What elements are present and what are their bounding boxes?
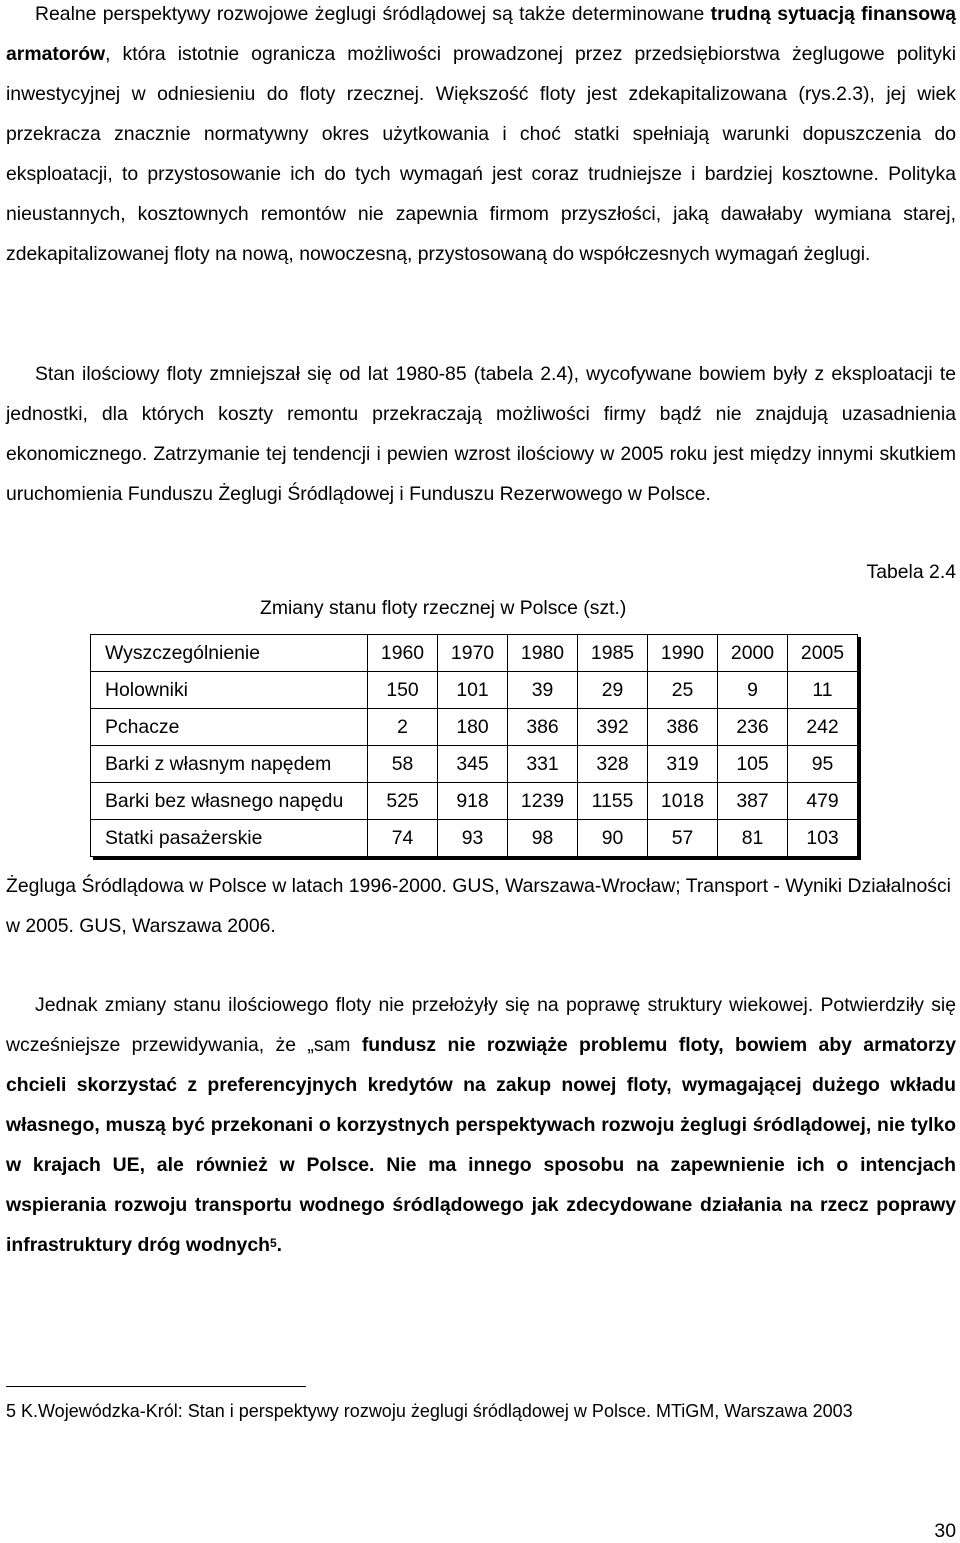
- table-header-cell: 2000: [718, 635, 788, 672]
- table-cell: 319: [648, 746, 718, 783]
- table-cell: 1018: [648, 783, 718, 820]
- table-row-label: Statki pasażerskie: [91, 820, 368, 857]
- footnote-divider: [6, 1386, 306, 1387]
- table-header-cell: 1960: [368, 635, 438, 672]
- table-row-label: Pchacze: [91, 709, 368, 746]
- table-cell: 328: [578, 746, 648, 783]
- page-number: 30: [934, 1520, 956, 1542]
- table-cell: 387: [718, 783, 788, 820]
- table-cell: 29: [578, 672, 648, 709]
- table-header-cell: 1980: [508, 635, 578, 672]
- table-source: Żegluga Śródlądowa w Polsce w latach 1996-2000. GUS, Warszawa-Wrocław; Transport - Wyniki Działalności w 2005. GUS, Warszawa 2006.: [6, 875, 951, 937]
- footnote-ref[interactable]: 5: [269, 1236, 277, 1250]
- para1-text-a: Realne perspektywy rozwojowe żeglugi śródlądowej są także determinowane: [35, 3, 711, 25]
- table-cell: 180: [438, 709, 508, 746]
- table-cell: 93: [438, 820, 508, 857]
- table-cell: 331: [508, 746, 578, 783]
- table-cell: 58: [368, 746, 438, 783]
- table-cell: 2: [368, 709, 438, 746]
- table-cell: 101: [438, 672, 508, 709]
- table-caption: Zmiany stanu floty rzecznej w Polsce (szt.): [260, 597, 627, 619]
- table-cell: 57: [648, 820, 718, 857]
- table-cell: 479: [788, 783, 858, 820]
- table-cell: 81: [718, 820, 788, 857]
- table-row: [91, 820, 858, 857]
- table-header-cell: 1990: [648, 635, 718, 672]
- paragraph-fleet-quantity: Stan ilościowy floty zmniejszał się od lat 1980-85 (tabela 2.4), wycofywane bowiem były z eksploatacji te jednostki, dla których koszty remontu przekraczają możliwości firmy bądź nie znajdują uzasadnienia ekonomicznego. Zatrzymanie tej tendencji i pewien wzrost ilościowy w 2005 roku jest między innymi skutkiem uruchomienia Funduszu Żeglugi Śródlądowej i Funduszu Rezerwowego w Polsce.: [6, 363, 956, 505]
- para3-text: Jednak zmiany stanu ilościowego floty nie przełożyły się na poprawę struktury wiekowej. Potwierdziły się wcześniejsze przewidywania, że „sam: [6, 994, 956, 1056]
- table-row: [91, 709, 858, 746]
- table-label: Tabela 2.4: [866, 561, 956, 583]
- para1-fleet-text: Większość floty jest zdekapitalizowana (rys.2.3), jej wiek przekracza znacznie normatywny okres użytkowania i choć statki spełniają warunki dopuszczenia do eksploatacji, to przystosowanie ich do tych wymagań jest coraz trudniejsze i bardziej kosztowne. Polityka nieustannych, kosztownych remontów nie zapewnia firmom przyszłości, jaką dawałaby wymiana starej, zdekapitalizowanej floty na nową, nowoczesną, przystosowaną do współczesnych wymagań żeglugi.: [6, 83, 956, 265]
- table-cell: 150: [368, 672, 438, 709]
- table-cell: 386: [508, 709, 578, 746]
- table-cell: 236: [718, 709, 788, 746]
- table-cell: 9: [718, 672, 788, 709]
- table-cell: 90: [578, 820, 648, 857]
- paragraph-intro: [6, 0, 956, 274]
- para3-bold-text: fundusz nie rozwiąże problemu floty, bowiem aby armatorzy chcieli skorzystać z preferencyjnych kredytów na zakup nowej floty, wymagającej dużego wkładu własnego, muszą być przekonani o korzystnych perspektywach rozwoju żeglugi śródlądowej, nie tylko w krajach UE, ale również w Polsce. Nie ma innego sposobu na zapewnienie ich o intencjach wspierania rozwoju transportu wodnego śródlądowego jak zdecydowane działania na rzecz poprawy infrastruktury dróg wodnych: [6, 1034, 956, 1256]
- table-cell: 918: [438, 783, 508, 820]
- table-row-label: Barki z własnym napędem: [91, 746, 368, 783]
- paragraph-age-structure: [6, 985, 956, 1265]
- table-cell: 386: [648, 709, 718, 746]
- table-cell: 105: [718, 746, 788, 783]
- table-cell: 25: [648, 672, 718, 709]
- table-cell: 525: [368, 783, 438, 820]
- table-cell: 103: [788, 820, 858, 857]
- footnote: 5 K.Wojewódzka-Król: Stan i perspektywy rozwoju żeglugi śródlądowej w Polsce. MTiGM, Warszawa 2003: [6, 1401, 853, 1421]
- table-header-cell: Wyszczególnienie: [91, 635, 368, 672]
- table-cell: 11: [788, 672, 858, 709]
- table-header-row: [91, 635, 858, 672]
- para1-text-c: , która istotnie ogranicza możliwości prowadzonej przez przedsiębiorstwa żeglugowe polityki inwestycyjnej w odniesieniu do floty rzecznej.: [6, 43, 956, 105]
- table-row-label: Barki bez własnego napędu: [91, 783, 368, 820]
- table-cell: 39: [508, 672, 578, 709]
- table-row-label: Holowniki: [91, 672, 368, 709]
- table-header-cell: 1970: [438, 635, 508, 672]
- table-cell: 1239: [508, 783, 578, 820]
- para3-end: .: [276, 1234, 283, 1256]
- table-cell: 95: [788, 746, 858, 783]
- para3-bold: [6, 1034, 956, 1256]
- table-row: [91, 746, 858, 783]
- table-row: [91, 672, 858, 709]
- para1-bold: trudną sytuacją finansową armatorów: [6, 3, 956, 65]
- table-cell: 392: [578, 709, 648, 746]
- table-cell: 98: [508, 820, 578, 857]
- table-header-cell: 1985: [578, 635, 648, 672]
- table-cell: 345: [438, 746, 508, 783]
- table-cell: 74: [368, 820, 438, 857]
- fleet-table: [90, 634, 858, 857]
- table-cell: 242: [788, 709, 858, 746]
- table-cell: 1155: [578, 783, 648, 820]
- table-header-cell: 2005: [788, 635, 858, 672]
- table-row: [91, 783, 858, 820]
